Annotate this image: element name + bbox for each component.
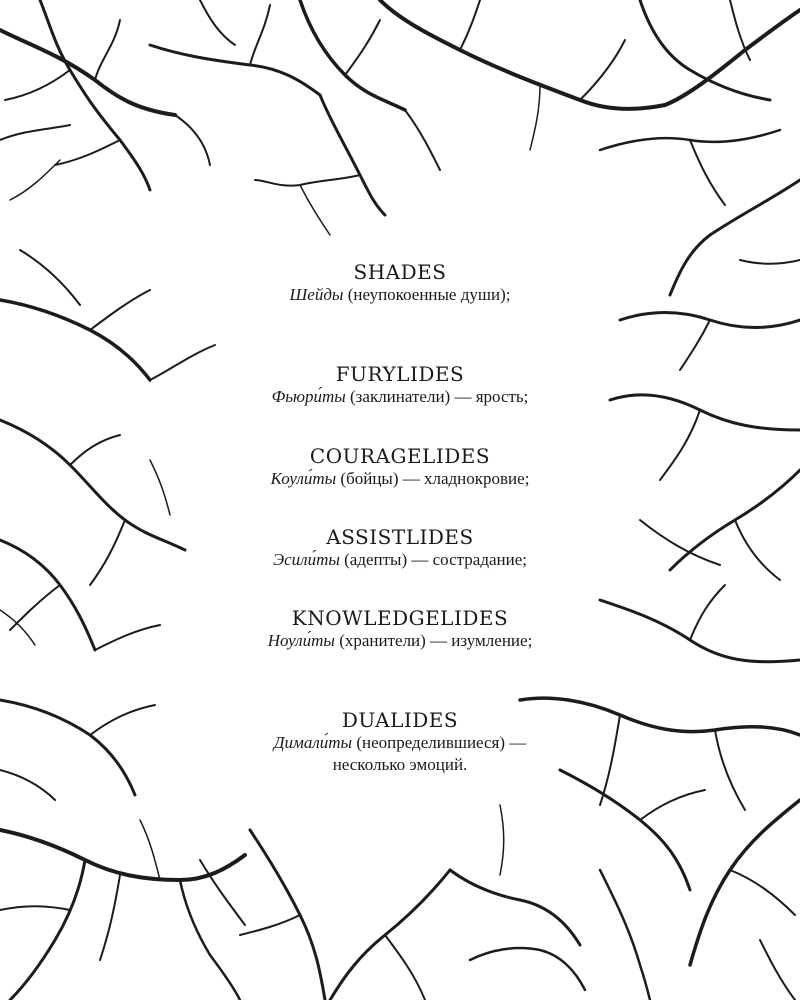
entry-heading: SHADES [353,260,447,284]
entry-shades [150,260,650,306]
entry-name: Фьюри́ты [271,387,346,406]
entry-description-continued: несколько эмоций. [332,755,468,774]
entry-heading: FURYLIDES [335,362,465,386]
entry-heading: KNOWLEDGELIDES [291,606,509,630]
entry-description [150,549,650,571]
entry-name: Эсили́ты [272,550,340,569]
entry-couragelides [150,444,650,490]
entry-text: (адепты) — сострадание; [339,550,527,569]
entry-heading: COURAGELIDES [309,444,491,468]
entry-text: (бойцы) — хладнокровие; [336,469,530,488]
entry-description [150,732,650,754]
entry-description [150,386,650,408]
entry-name: Коули́ты [270,469,337,488]
entry-name: Шейды [289,285,344,304]
entry-name: Димали́ты [273,733,353,752]
entry-text: (хранители) — изумление; [334,631,533,650]
entry-furylides [150,362,650,408]
entry-assistlides [150,525,650,571]
entry-name: Ноули́ты [267,631,335,650]
entry-text: (неупокоенные души); [343,285,511,304]
entry-description [150,630,650,652]
entry-text: (неопределившиеся) — [352,733,527,752]
entry-heading: ASSISTLIDES [326,525,474,549]
entry-dualides [150,708,650,776]
entry-knowledgelides [150,606,650,652]
entry-description [150,284,650,306]
entry-description [150,468,650,490]
entry-heading: DUALIDES [341,708,459,732]
entry-text: (заклинатели) — ярость; [345,387,529,406]
